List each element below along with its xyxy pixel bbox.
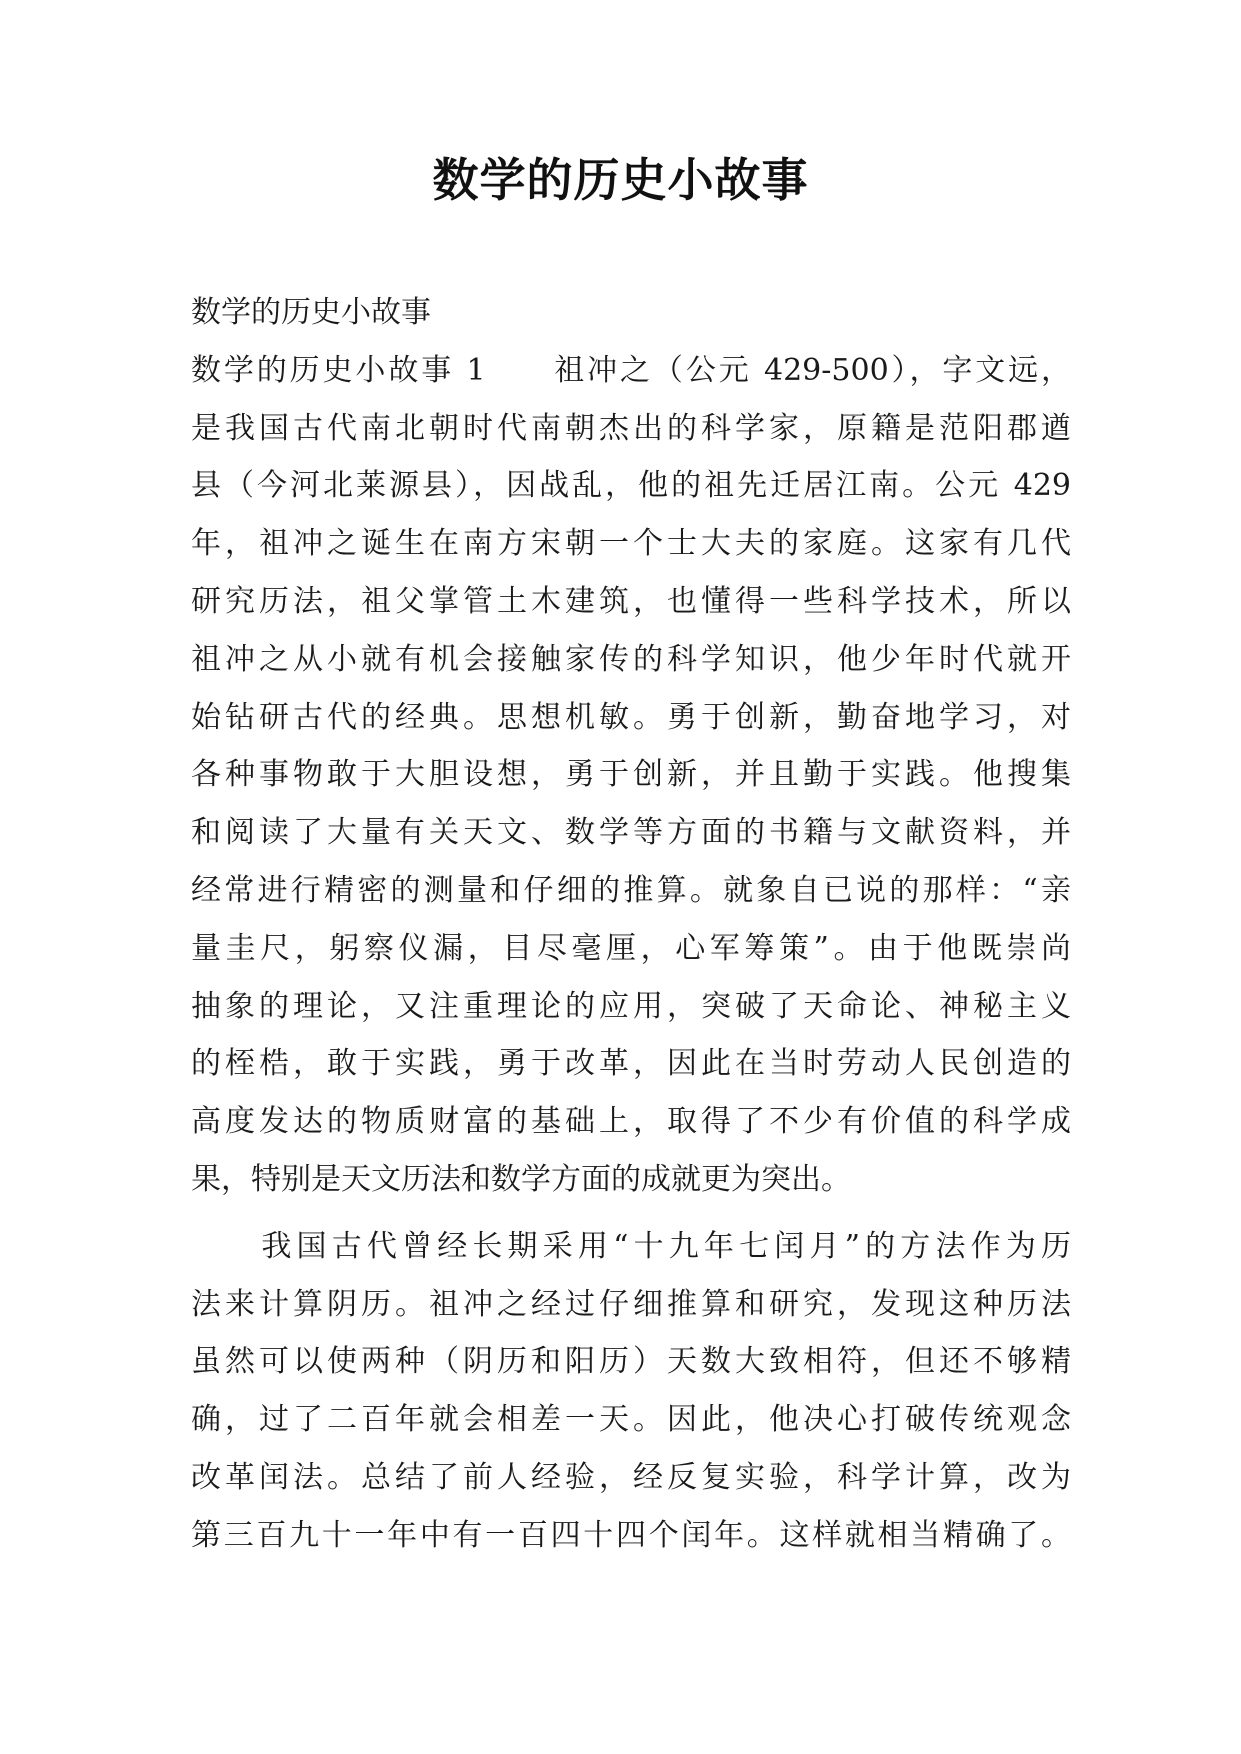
text-line: 始钻研古代的经典。思想机敏。勇于创新，勤奋地学习，对 (191, 699, 1071, 735)
text-line: 各种事物敢于大胆设想，勇于创新，并且勤于实践。他搜集 (191, 757, 1071, 793)
subtitle-line: 数学的历史小故事 (191, 295, 431, 330)
text-line: 的桎梏，敢于实践，勇于改革，因此在当时劳动人民创造的 (191, 1046, 1071, 1082)
text-line: 研究历法，祖父掌管土木建筑，也懂得一些科学技术，所以 (191, 583, 1071, 619)
text-line: 第三百九十一年中有一百四十四个闰年。这样就相当精确了。 (191, 1517, 1071, 1553)
text-line: 县（今河北莱源县），因战乱，他的祖先迁居江南。公元 429 (191, 468, 1071, 504)
text-line: 是我国古代南北朝时代南朝杰出的科学家，原籍是范阳郡遒 (191, 410, 1071, 446)
text-line: 祖冲之从小就有机会接触家传的科学知识，他少年时代就开 (191, 641, 1071, 677)
text-line: 虽然可以使两种（阴历和阳历）天数大致相符，但还不够精 (191, 1344, 1071, 1380)
text-line-paragraph-start: 我国古代曾经长期采用“十九年七闰月”的方法作为历 (191, 1228, 1071, 1264)
text-line: 确，过了二百年就会相差一天。因此，他决心打破传统观念 (191, 1402, 1071, 1438)
text-line: 改革闰法。总结了前人经验，经反复实验，科学计算，改为 (191, 1459, 1071, 1495)
text-line: 数学的历史小故事 1 祖冲之（公元 429-500），字文远， (191, 352, 1071, 388)
text-line: 经常进行精密的测量和仔细的推算。就象自已说的那样：“亲 (191, 872, 1071, 908)
document-title: 数学的历史小故事 (432, 153, 809, 207)
document-body (191, 284, 1071, 1565)
text-line-paragraph-end: 果，特别是天文历法和数学方面的成就更为突出。 (191, 1161, 851, 1197)
text-line: 抽象的理论，又注重理论的应用，突破了天命论、神秘主义 (191, 988, 1071, 1024)
text-line: 高度发达的物质财富的基础上，取得了不少有价值的科学成 (191, 1104, 1071, 1140)
text-line: 法来计算阴历。祖冲之经过仔细推算和研究，发现这种历法 (191, 1286, 1071, 1322)
text-line: 和阅读了大量有关天文、数学等方面的书籍与文献资料，并 (191, 815, 1071, 851)
text-line: 量圭尺，躬察仪漏，目尽毫厘，心军筹策”。由于他既崇尚 (191, 930, 1071, 966)
text-line: 年，祖冲之诞生在南方宋朝一个士大夫的家庭。这家有几代 (191, 526, 1071, 562)
